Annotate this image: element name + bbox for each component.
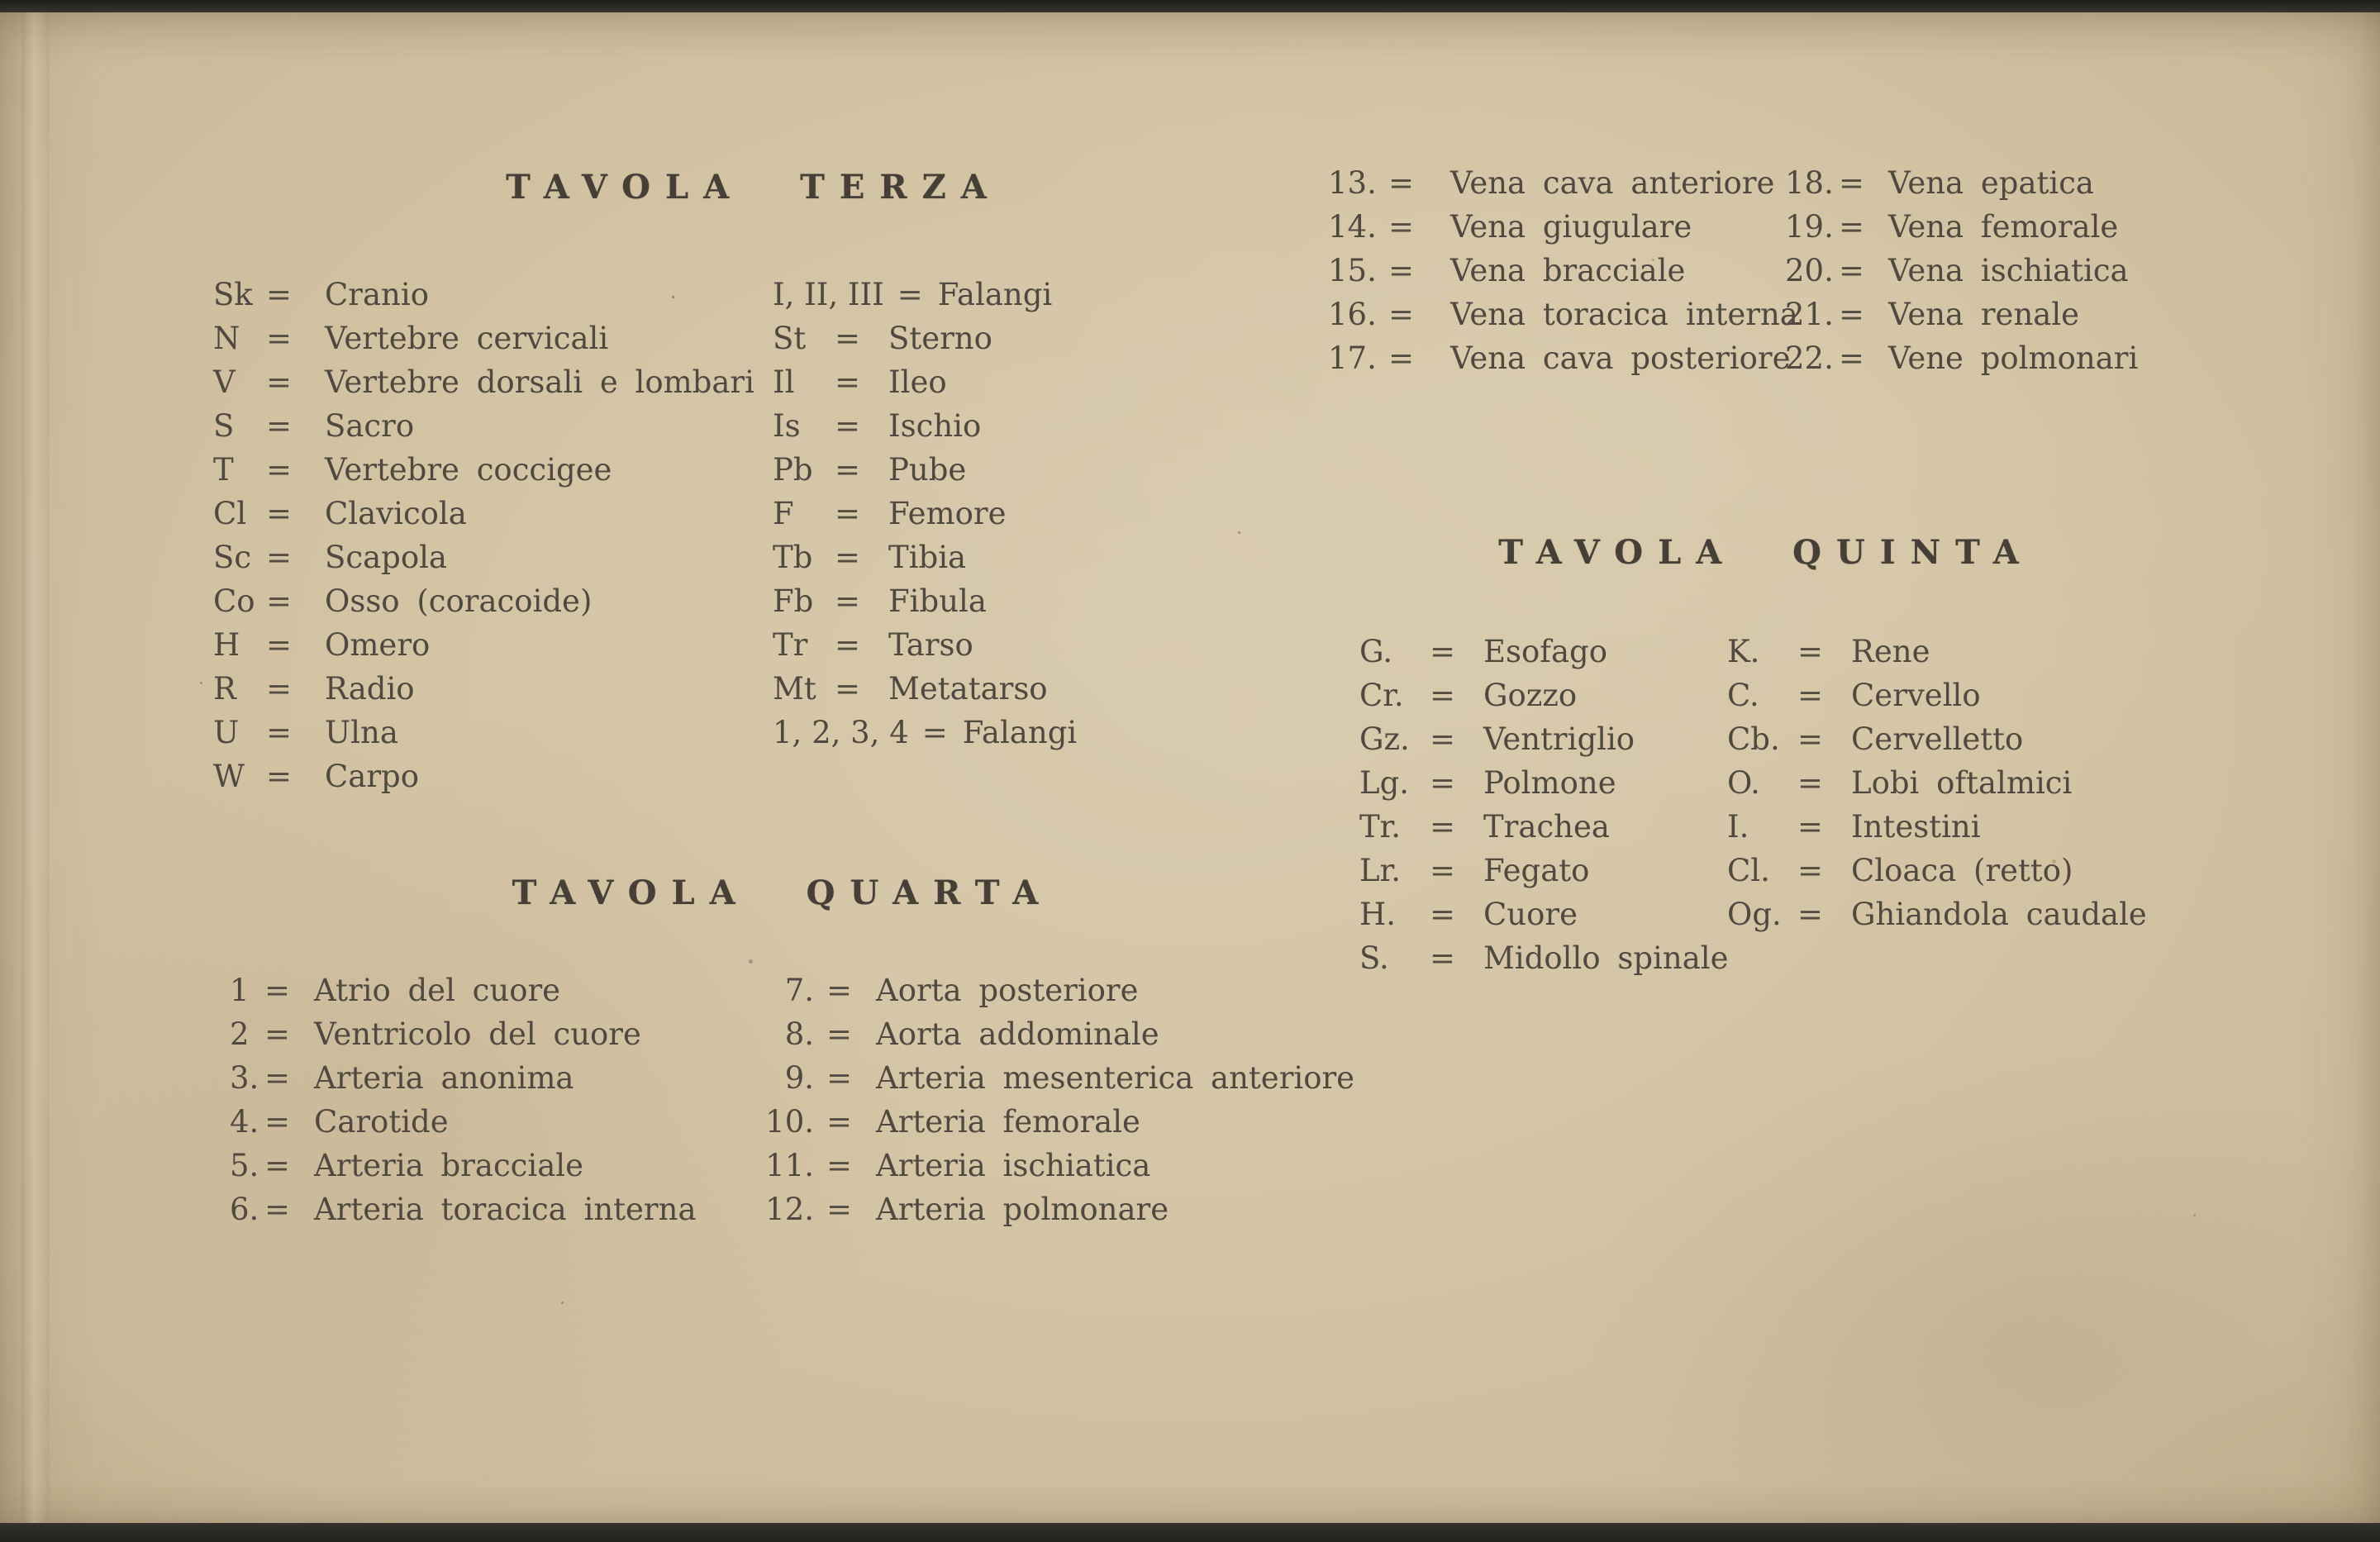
legend-term: Sterno — [888, 321, 992, 356]
legend-number: 6. — [230, 1192, 259, 1227]
legend-row — [773, 535, 1077, 579]
legend-row — [213, 360, 754, 404]
legend-term: Arteria femorale — [876, 1104, 1140, 1140]
legend-term: Cloaca (retto) — [1851, 853, 2073, 888]
legend-term: Arteria ischiatica — [876, 1148, 1151, 1183]
legend-row — [230, 1187, 697, 1231]
legend-row — [1359, 673, 1729, 717]
legend-abbr: Tr. — [1359, 809, 1402, 845]
legend-number: 12. — [765, 1192, 814, 1227]
equals-sign: = — [1797, 897, 1824, 932]
legend-number: 10. — [765, 1104, 814, 1140]
legend-row — [1359, 761, 1729, 805]
equals-sign: = — [1797, 765, 1824, 801]
legend-abbr: N — [213, 321, 240, 356]
legend-abbr: I. — [1727, 809, 1749, 845]
legend-abbr: T — [213, 452, 234, 488]
legend-abbr: Co — [213, 583, 255, 619]
legend-term: Osso (coracoide) — [325, 583, 593, 619]
legend-row — [1359, 849, 1729, 892]
legend-term: Ulna — [325, 715, 398, 750]
legend-abbr: H — [213, 627, 240, 663]
equals-sign: = — [266, 452, 293, 488]
legend-abbr: Og. — [1727, 897, 1782, 932]
legend-row — [1328, 293, 1798, 336]
legend-number: 21. — [1785, 297, 1834, 332]
legend-number: 5. — [230, 1148, 259, 1183]
legend-term: Gozzo — [1483, 678, 1578, 713]
legend-row — [773, 667, 1077, 711]
equals-sign: = — [1430, 678, 1456, 713]
legend-term: Vene polmonari — [1888, 340, 2139, 376]
legend-term: Radio — [325, 671, 415, 707]
legend-term: Midollo spinale — [1483, 940, 1729, 976]
legend-row — [1359, 936, 1729, 980]
equals-sign: = — [826, 973, 853, 1008]
legend-row — [1727, 717, 2147, 761]
legend-term: Esofago — [1483, 634, 1607, 669]
legend-term: Cervelletto — [1851, 721, 2024, 757]
legend-term: Cranio — [325, 277, 429, 312]
legend-abbr: Cl. — [1727, 853, 1770, 888]
legend-row — [1785, 293, 2138, 336]
legend-term: Tibia — [888, 540, 967, 575]
legend-row — [1785, 161, 2138, 205]
legend-number: 1 — [230, 973, 250, 1008]
legend-abbr: Sk — [213, 277, 253, 312]
legend-term: Aorta posteriore — [876, 973, 1139, 1008]
legend-row — [773, 623, 1077, 667]
legend-row — [756, 1056, 1354, 1100]
legend-row — [213, 754, 754, 798]
legend-abbr: S — [213, 408, 235, 444]
legend-term: Vertebre dorsali e lombari — [325, 364, 754, 400]
equals-sign: = — [1388, 297, 1415, 332]
legend-term: Arteria toracica interna — [314, 1192, 697, 1227]
legend-term: Falangi — [962, 715, 1078, 750]
legend-abbr: I, II, III — [773, 277, 884, 312]
equals-sign: = — [1388, 340, 1415, 376]
equals-sign: = — [1797, 678, 1824, 713]
equals-sign: = — [826, 1104, 853, 1140]
equals-sign: = — [266, 671, 293, 707]
equals-sign: = — [266, 715, 293, 750]
legend-term: Ventriglio — [1483, 721, 1635, 757]
equals-sign: = — [1430, 853, 1456, 888]
legend-row — [773, 273, 1077, 316]
equals-sign: = — [1388, 253, 1415, 288]
legend-term: Vertebre cervicali — [325, 321, 609, 356]
equals-sign: = — [826, 1060, 853, 1096]
legend-row — [213, 404, 754, 448]
legend-row — [1785, 336, 2138, 380]
legend-number: 4. — [230, 1104, 259, 1140]
equals-sign: = — [835, 364, 861, 400]
equals-sign: = — [264, 1192, 291, 1227]
legend-row — [213, 273, 754, 316]
tavola-quarta-column-1 — [230, 969, 697, 1231]
equals-sign: = — [264, 1104, 291, 1140]
legend-row — [230, 1100, 697, 1144]
legend-abbr: Fb — [773, 583, 814, 619]
legend-term: Fegato — [1483, 853, 1590, 888]
equals-sign: = — [1430, 809, 1456, 845]
legend-term: Ventricolo del cuore — [314, 1016, 641, 1052]
equals-sign: = — [266, 408, 293, 444]
legend-term: Carotide — [314, 1104, 449, 1140]
legend-abbr: Cb. — [1727, 721, 1780, 757]
tavola-terza-title: TAVOLA TERZA — [506, 168, 1002, 207]
legend-abbr: Il — [773, 364, 795, 400]
equals-sign: = — [266, 540, 293, 575]
legend-abbr: Tr — [773, 627, 808, 663]
legend-term: Ischio — [888, 408, 982, 444]
equals-sign: = — [1430, 940, 1456, 976]
legend-row — [230, 1144, 697, 1187]
legend-term: Aorta addominale — [876, 1016, 1159, 1052]
legend-term: Vertebre coccigee — [325, 452, 612, 488]
legend-term: Vena cava anteriore — [1450, 165, 1775, 201]
legend-term: Arteria polmonare — [876, 1192, 1169, 1227]
equals-sign: = — [1839, 253, 1865, 288]
legend-row — [1727, 673, 2147, 717]
legend-abbr: F — [773, 496, 794, 531]
equals-sign: = — [1797, 721, 1824, 757]
legend-row — [213, 579, 754, 623]
equals-sign: = — [1839, 297, 1865, 332]
tavola-quinta-column-2 — [1727, 630, 2147, 936]
equals-sign: = — [835, 583, 861, 619]
equals-sign: = — [1839, 209, 1865, 245]
legend-row — [213, 535, 754, 579]
legend-abbr: H. — [1359, 897, 1397, 932]
legend-term: Intestini — [1851, 809, 1981, 845]
legend-row — [1328, 205, 1798, 249]
legend-row — [756, 1187, 1354, 1231]
vene-list-column-1 — [1328, 161, 1798, 380]
equals-sign: = — [1388, 209, 1415, 245]
legend-row — [1359, 805, 1729, 849]
tavola-quarta-column-2 — [756, 969, 1354, 1231]
tavola-quarta-title: TAVOLA QUARTA — [512, 873, 1054, 912]
equals-sign: = — [1430, 634, 1456, 669]
legend-row — [1727, 761, 2147, 805]
legend-term: Ileo — [888, 364, 947, 400]
legend-abbr: Cr. — [1359, 678, 1404, 713]
legend-row — [1727, 805, 2147, 849]
legend-abbr: O. — [1727, 765, 1760, 801]
legend-number: 19. — [1785, 209, 1834, 245]
paper-sheet — [0, 12, 2380, 1523]
legend-row — [1727, 630, 2147, 673]
equals-sign: = — [1839, 165, 1865, 201]
equals-sign: = — [1797, 853, 1824, 888]
equals-sign: = — [266, 583, 293, 619]
legend-row — [1785, 249, 2138, 293]
legend-row — [773, 579, 1077, 623]
equals-sign: = — [835, 671, 861, 707]
legend-row — [213, 623, 754, 667]
legend-term: Tarso — [888, 627, 973, 663]
legend-abbr: St — [773, 321, 807, 356]
equals-sign: = — [1388, 165, 1415, 201]
legend-abbr: Mt — [773, 671, 816, 707]
tavola-quinta-column-1 — [1359, 630, 1729, 980]
legend-number: 9. — [784, 1060, 814, 1096]
legend-number: 18. — [1785, 165, 1834, 201]
equals-sign: = — [921, 715, 948, 750]
equals-sign: = — [897, 277, 923, 312]
legend-row — [1359, 630, 1729, 673]
legend-abbr: Tb — [773, 540, 813, 575]
legend-abbr: Is — [773, 408, 801, 444]
legend-abbr: W — [213, 759, 245, 794]
legend-row — [1727, 892, 2147, 936]
legend-number: 15. — [1328, 253, 1377, 288]
legend-term: Vena bracciale — [1450, 253, 1686, 288]
legend-number: 2 — [230, 1016, 250, 1052]
legend-term: Arteria mesenterica anteriore — [876, 1060, 1355, 1096]
legend-abbr: Gz. — [1359, 721, 1410, 757]
legend-row — [773, 360, 1077, 404]
legend-row — [213, 711, 754, 754]
legend-term: Fibula — [888, 583, 987, 619]
legend-term: Vena epatica — [1888, 165, 2094, 201]
equals-sign: = — [835, 496, 861, 531]
legend-number: 22. — [1785, 340, 1834, 376]
legend-abbr: C. — [1727, 678, 1759, 713]
legend-row — [1328, 336, 1798, 380]
equals-sign: = — [826, 1148, 853, 1183]
equals-sign: = — [266, 759, 293, 794]
equals-sign: = — [264, 1060, 291, 1096]
equals-sign: = — [1839, 340, 1865, 376]
tavola-terza-column-2 — [773, 273, 1077, 754]
legend-term: Vena femorale — [1888, 209, 2119, 245]
legend-term: Femore — [888, 496, 1007, 531]
equals-sign: = — [264, 1148, 291, 1183]
equals-sign: = — [1797, 634, 1824, 669]
legend-term: Ghiandola caudale — [1851, 897, 2147, 932]
legend-term: Vena giugulare — [1450, 209, 1692, 245]
legend-row — [1359, 892, 1729, 936]
equals-sign: = — [835, 540, 861, 575]
legend-row — [773, 448, 1077, 492]
legend-abbr: S. — [1359, 940, 1389, 976]
legend-row — [213, 448, 754, 492]
legend-abbr: Lr. — [1359, 853, 1401, 888]
legend-row — [1328, 249, 1798, 293]
legend-number: 16. — [1328, 297, 1377, 332]
equals-sign: = — [835, 321, 861, 356]
legend-row — [756, 1100, 1354, 1144]
legend-term: Scapola — [325, 540, 447, 575]
legend-term: Carpo — [325, 759, 420, 794]
legend-number: 17. — [1328, 340, 1377, 376]
legend-term: Arteria anonima — [314, 1060, 574, 1096]
legend-term: Rene — [1851, 634, 1930, 669]
legend-number: 8. — [784, 1016, 814, 1052]
legend-row — [773, 711, 1077, 754]
equals-sign: = — [266, 364, 293, 400]
legend-term: Vena cava posteriore — [1450, 340, 1791, 376]
scan-edge-top — [0, 0, 2380, 12]
legend-term: Metatarso — [888, 671, 1048, 707]
legend-term: Cuore — [1483, 897, 1578, 932]
legend-term: Vena toracica interna — [1450, 297, 1798, 332]
legend-row — [1727, 849, 2147, 892]
legend-abbr: U — [213, 715, 240, 750]
legend-row — [1359, 717, 1729, 761]
legend-term: Cervello — [1851, 678, 1981, 713]
legend-abbr: G. — [1359, 634, 1392, 669]
legend-abbr: Pb — [773, 452, 813, 488]
legend-row — [773, 404, 1077, 448]
legend-number: 14. — [1328, 209, 1377, 245]
legend-term: Omero — [325, 627, 431, 663]
legend-term: Falangi — [937, 277, 1053, 312]
legend-term: Pube — [888, 452, 967, 488]
legend-row — [213, 316, 754, 360]
equals-sign: = — [264, 1016, 291, 1052]
equals-sign: = — [826, 1192, 853, 1227]
equals-sign: = — [1797, 809, 1824, 845]
equals-sign: = — [1430, 721, 1456, 757]
tavola-quinta-title: TAVOLA QUINTA — [1498, 533, 2034, 572]
equals-sign: = — [266, 627, 293, 663]
legend-row — [756, 969, 1354, 1012]
equals-sign: = — [1430, 897, 1456, 932]
legend-abbr: Lg. — [1359, 765, 1410, 801]
legend-abbr: 1, 2, 3, 4 — [773, 715, 909, 750]
legend-number: 13. — [1328, 165, 1377, 201]
equals-sign: = — [266, 277, 293, 312]
legend-term: Trachea — [1483, 809, 1610, 845]
equals-sign: = — [1430, 765, 1456, 801]
legend-term: Clavicola — [325, 496, 467, 531]
legend-term: Polmone — [1483, 765, 1616, 801]
paper-crease — [21, 12, 50, 1523]
equals-sign: = — [266, 321, 293, 356]
legend-row — [213, 667, 754, 711]
vene-list-column-2 — [1785, 161, 2138, 380]
legend-term: Arteria bracciale — [314, 1148, 584, 1183]
legend-number: 11. — [765, 1148, 814, 1183]
legend-row — [230, 1056, 697, 1100]
tavola-terza-column-1 — [213, 273, 754, 798]
legend-row — [230, 1012, 697, 1056]
legend-abbr: Cl — [213, 496, 247, 531]
equals-sign: = — [264, 973, 291, 1008]
legend-number: 20. — [1785, 253, 1834, 288]
legend-abbr: R — [213, 671, 236, 707]
equals-sign: = — [266, 496, 293, 531]
legend-abbr: Sc — [213, 540, 252, 575]
legend-row — [1785, 205, 2138, 249]
legend-term: Lobi oftalmici — [1851, 765, 2073, 801]
legend-row — [773, 316, 1077, 360]
legend-number: 3. — [230, 1060, 259, 1096]
equals-sign: = — [835, 408, 861, 444]
legend-abbr: K. — [1727, 634, 1760, 669]
equals-sign: = — [826, 1016, 853, 1052]
equals-sign: = — [835, 452, 861, 488]
legend-term: Sacro — [325, 408, 415, 444]
legend-term: Vena renale — [1888, 297, 2080, 332]
scan-edge-bottom — [0, 1523, 2380, 1542]
legend-row — [756, 1012, 1354, 1056]
legend-row — [213, 492, 754, 535]
legend-number: 7. — [784, 973, 814, 1008]
legend-abbr: V — [213, 364, 236, 400]
legend-row — [773, 492, 1077, 535]
legend-term: Vena ischiatica — [1888, 253, 2129, 288]
legend-row — [230, 969, 697, 1012]
legend-row — [756, 1144, 1354, 1187]
legend-term: Atrio del cuore — [314, 973, 561, 1008]
legend-row — [1328, 161, 1798, 205]
equals-sign: = — [835, 627, 861, 663]
